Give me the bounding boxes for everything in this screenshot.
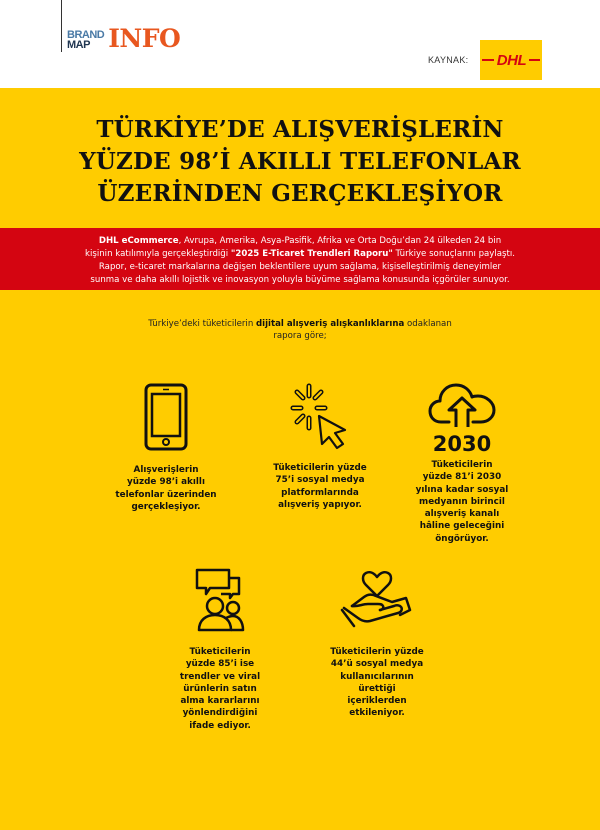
stat-line: yılına kadar sosyal xyxy=(415,484,509,495)
stat-text xyxy=(304,646,450,720)
cursor-click-icon xyxy=(289,382,351,452)
stat-people-chat xyxy=(150,566,290,732)
summary-banner xyxy=(0,228,600,290)
brand-info-text: INFO xyxy=(108,24,181,53)
stat-smartphone xyxy=(96,382,236,513)
stat-line: Tüketicilerin xyxy=(431,460,493,470)
heart-hand-icon xyxy=(340,566,414,634)
stat-line: alışveriş kanalı xyxy=(424,509,500,520)
stat-text xyxy=(96,464,236,513)
stat-line: etkileniyor. xyxy=(349,708,405,719)
stat-line: medyanın birincil xyxy=(419,496,505,507)
header-divider xyxy=(61,0,62,52)
stat-line: içeriklerden xyxy=(347,696,407,707)
stat-line: öngörüyor. xyxy=(435,533,489,544)
intro-line-1 xyxy=(100,318,500,330)
stat-line: kullanıcılarının xyxy=(340,671,414,682)
stat-line: Tüketicilerin xyxy=(189,647,251,657)
header xyxy=(0,0,600,88)
banner-line-4: sunma ve daha akıllı lojistik ve inovasyon yoluyla büyüme sağlama konusunda içgörüler sunuyor. xyxy=(90,275,510,285)
stat-text xyxy=(396,459,528,545)
stat-heart-hand xyxy=(304,566,450,720)
banner-report-name: "2025 E-Ticaret Trendleri Raporu" xyxy=(230,249,393,259)
stat-line: yüzde 98’i akıllı xyxy=(127,477,205,488)
stat-line: 44’ü sosyal medya xyxy=(330,659,424,670)
stat-line: Tüketicilerin yüzde xyxy=(330,647,424,657)
brand-line2: MAP xyxy=(67,39,90,51)
intro-bold: dijital alışveriş alışkanlıklarına xyxy=(256,319,405,329)
smartphone-icon xyxy=(143,382,189,452)
stat-line: Tüketicilerin yüzde xyxy=(273,463,367,473)
stat-line: gerçekleşiyor. xyxy=(131,501,201,512)
people-chat-icon xyxy=(193,566,247,634)
brandmap-wordmark xyxy=(67,30,104,50)
stat-line: ürünlerin satın xyxy=(183,683,257,694)
source-label: KAYNAK: xyxy=(428,55,469,65)
stat-line: trendler ve viral xyxy=(179,671,261,682)
year-2030: 2030 xyxy=(432,432,492,456)
banner-company: DHL eCommerce xyxy=(98,236,179,246)
stat-line: yüzde 81’i 2030 xyxy=(422,472,502,483)
stat-line: alma kararlarını xyxy=(180,696,260,707)
banner-text: , Avrupa, Amerika, Asya-Pasifik, Afrika ve Orta Doğu’dan 24 ülkeden 24 bin xyxy=(178,236,502,246)
stat-line: ürettiği xyxy=(358,683,396,694)
stat-line: platformlarında xyxy=(281,487,359,498)
stat-text xyxy=(250,462,390,511)
intro-line-2: rapora göre; xyxy=(273,331,327,341)
stat-line: 75’i sosyal medya xyxy=(275,475,365,486)
page-title xyxy=(0,114,600,210)
dhl-logo-text: DHL xyxy=(494,52,529,69)
banner-text: kişinin katılımıyla gerçekleştirdiği xyxy=(85,249,231,259)
cloud-upload-icon xyxy=(427,380,497,428)
stat-line: yüzde 85’i ise xyxy=(185,659,255,670)
title-line-1: TÜRKİYE’DE ALIŞVERİŞLERİN xyxy=(96,116,504,143)
banner-line-3: Rapor, e-ticaret markalarına değişen beklentilere uyum sağlama, kişiselleştirilmiş deneyimler xyxy=(98,262,502,272)
stat-line: yönlendirdiğini xyxy=(182,708,258,719)
stat-cloud-2030 xyxy=(396,380,528,545)
dhl-logo xyxy=(480,40,542,80)
stat-text xyxy=(150,646,290,732)
brand-line1: BRAND xyxy=(67,29,105,41)
title-line-2: YÜZDE 98’İ AKILLI TELEFONLAR xyxy=(79,148,521,175)
intro-text xyxy=(100,318,500,342)
intro-text-part: odaklanan xyxy=(404,319,452,329)
infographic-body xyxy=(0,88,600,830)
banner-text: Türkiye sonuçlarını paylaştı. xyxy=(392,249,515,259)
source-block xyxy=(428,40,542,80)
stat-cursor-click xyxy=(250,382,390,511)
stat-line: ifade ediyor. xyxy=(189,720,251,731)
intro-text-part: Türkiye’deki tüketicilerin xyxy=(148,319,256,329)
stat-line: telefonlar üzerinden xyxy=(115,489,217,500)
stat-line: Alışverişlerin xyxy=(133,465,199,475)
stat-line: alışveriş yapıyor. xyxy=(278,499,362,510)
banner-line-1 xyxy=(0,235,600,248)
stat-line: hâline geleceğini xyxy=(419,521,505,532)
title-line-3: ÜZERİNDEN GERÇEKLEŞİYOR xyxy=(97,180,503,207)
brandmap-info-logo xyxy=(67,24,181,53)
banner-line-2 xyxy=(0,248,600,261)
